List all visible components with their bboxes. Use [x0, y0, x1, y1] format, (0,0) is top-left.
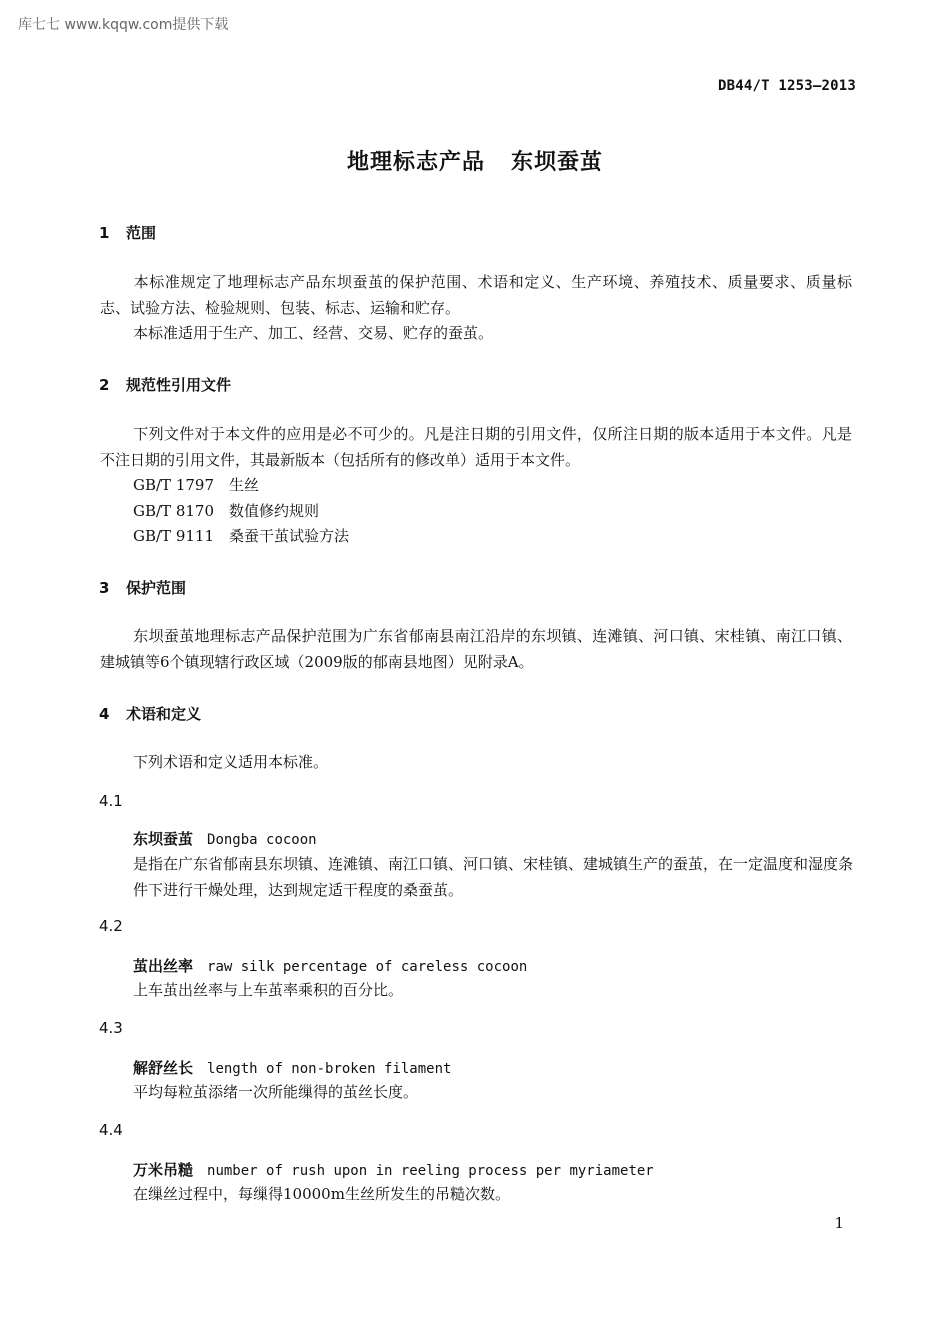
term-english: Dongba cocoon [207, 832, 317, 848]
term-definition: 在缫丝过程中，每缫得10000m生丝所发生的吊糙次数。 [133, 1185, 510, 1203]
term-definition: 上车茧出丝率与上车茧率乘积的百分比。 [133, 981, 404, 999]
title-part-2: 东坝蚕茧 [511, 150, 604, 175]
term-number: 4.3 [99, 1019, 123, 1037]
term-chinese: 解舒丝长 [133, 1059, 194, 1077]
reference-item: GB/T 1797 生丝 [133, 476, 260, 494]
term-chinese: 东坝蚕茧 [133, 830, 194, 848]
term-number: 4.1 [99, 792, 123, 810]
term-entry [133, 955, 527, 976]
term-entry [133, 1159, 654, 1180]
term-chinese: 茧出丝率 [133, 957, 194, 975]
term-definition: 是指在广东省郁南县东坝镇、连滩镇、南江口镇、河口镇、宋桂镇、建城镇生产的蚕茧，在一定温度和湿度条件下进行干燥处理，达到规定适干程度的桑蚕茧。 [133, 855, 854, 899]
term-number: 4.2 [99, 917, 123, 935]
term-definition: 平均每粒茧添绪一次所能缫得的茧丝长度。 [133, 1083, 419, 1101]
page-number: 1 [834, 1214, 844, 1232]
reference-item: GB/T 8170 数值修约规则 [133, 502, 320, 520]
document-title [0, 145, 950, 176]
section-number: 2 [99, 376, 110, 394]
term-english: number of rush upon in reeling process per myriameter [207, 1163, 654, 1179]
watermark-text: 库七七 www.kqqw.com提供下载 [18, 17, 229, 33]
section-4-heading [99, 703, 201, 724]
section-title: 术语和定义 [126, 705, 202, 723]
section-4-paragraph-1: 下列术语和定义适用本标准。 [133, 753, 329, 771]
term-english: raw silk percentage of careless cocoon [207, 959, 528, 975]
section-3-paragraph-1: 东坝蚕茧地理标志产品保护范围为广东省郁南县南江沿岸的东坝镇、连滩镇、河口镇、宋桂镇、南江口镇、建城镇等6个镇现辖行政区域（2009版的郁南县地图）见附录A。 [100, 627, 852, 671]
section-number: 3 [99, 579, 110, 597]
section-1-paragraph-2: 本标准适用于生产、加工、经营、交易、贮存的蚕茧。 [133, 324, 494, 342]
section-1-heading [99, 222, 156, 243]
term-entry [133, 1057, 451, 1078]
section-1-paragraph-1: 本标准规定了地理标志产品东坝蚕茧的保护范围、术语和定义、生产环境、养殖技术、质量要求、质量标志、试验方法、检验规则、包装、标志、运输和贮存。 [100, 273, 852, 317]
term-number: 4.4 [99, 1121, 123, 1139]
title-part-1: 地理标志产品 [346, 150, 485, 175]
section-number: 1 [99, 224, 110, 242]
section-2-heading [99, 374, 231, 395]
section-3-heading [99, 577, 186, 598]
term-chinese: 万米吊糙 [133, 1161, 194, 1179]
term-entry [133, 828, 317, 849]
section-title: 范围 [126, 224, 157, 242]
term-english: length of non-broken filament [207, 1061, 452, 1077]
standard-code: DB44/T 1253—2013 [717, 78, 856, 94]
section-2-paragraph-1: 下列文件对于本文件的应用是必不可少的。凡是注日期的引用文件，仅所注日期的版本适用于本文件。凡是不注日期的引用文件，其最新版本（包括所有的修改单）适用于本文件。 [100, 425, 852, 469]
section-title: 保护范围 [126, 579, 187, 597]
reference-item: GB/T 9111 桑蚕干茧试验方法 [133, 527, 350, 545]
section-number: 4 [99, 705, 110, 723]
section-title: 规范性引用文件 [126, 376, 232, 394]
